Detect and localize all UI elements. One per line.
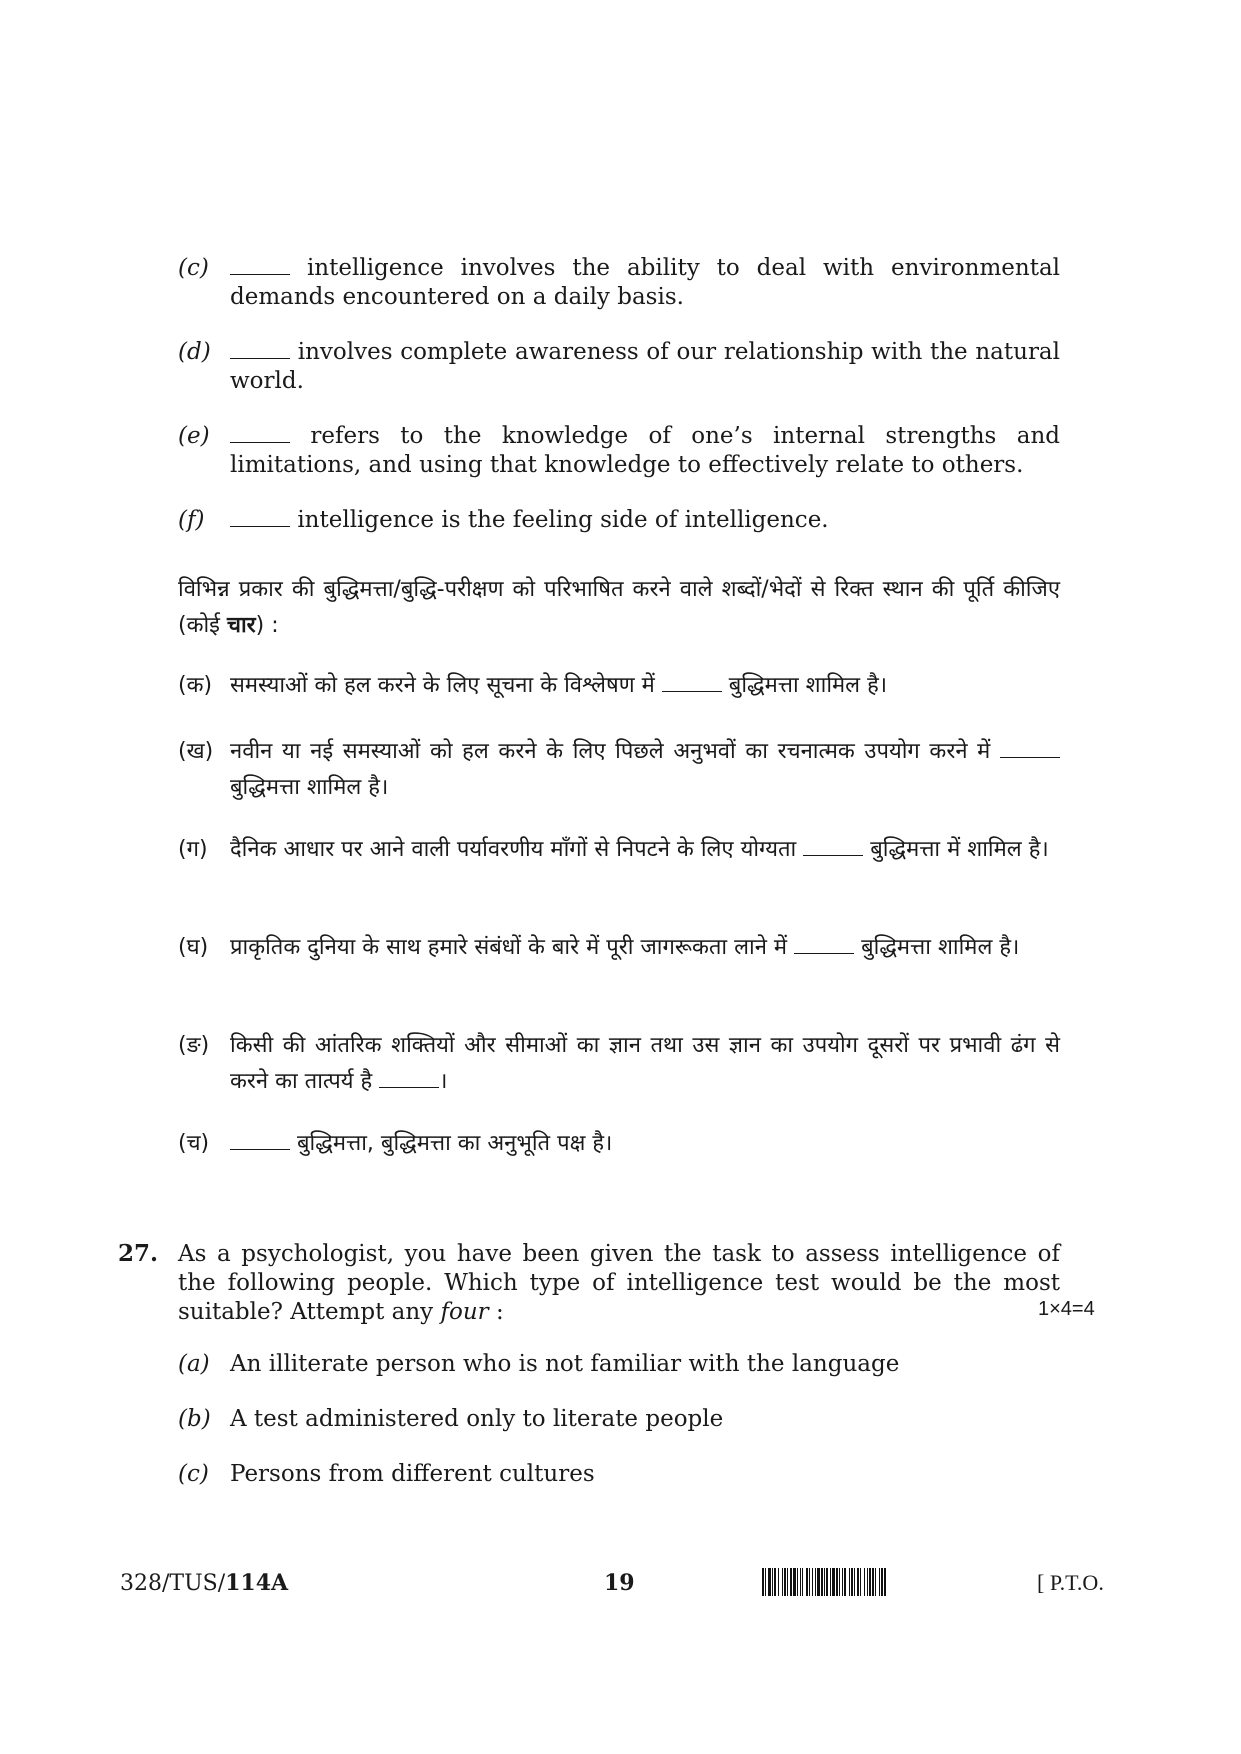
item-text-after: बुद्धिमत्ता, बुद्धिमत्ता का अनुभूति पक्ष है। [297, 1131, 613, 1156]
paper-code-prefix: 328/TUS/ [120, 1571, 226, 1596]
barcode-bar [784, 1568, 786, 1596]
barcode-bar [772, 1568, 773, 1596]
item-label: (c) [178, 255, 209, 281]
barcode-bar [821, 1568, 823, 1596]
item-text: involves complete awareness of our relationship with the natural world. [230, 339, 1061, 394]
barcode-bar [793, 1568, 796, 1596]
barcode-bar [806, 1568, 808, 1596]
barcode-bar [851, 1568, 853, 1596]
item-text: intelligence involves the ability to deal with environmental demands encountered on a daily basis. [230, 255, 1061, 310]
barcode-bar [790, 1568, 792, 1596]
hindi-intro-text: विभिन्न प्रकार की बुद्धिमत्ता/बुद्धि-परीक्षण को परिभाषित करने वाले शब्दों/भेदों से रिक्त स्थान की पूर्ति कीजिए (कोई [178, 577, 1060, 638]
barcode-bar [812, 1568, 813, 1596]
barcode-bar [884, 1568, 886, 1596]
barcode-bar [867, 1568, 868, 1596]
option-label: (a) [178, 1351, 210, 1377]
barcode-bar [809, 1568, 810, 1596]
item-label: (ङ) [178, 1033, 210, 1058]
barcode-bar [836, 1568, 838, 1596]
barcode-bar [864, 1568, 865, 1596]
barcode-bar [860, 1568, 861, 1596]
barcode-bar [872, 1568, 874, 1596]
item-text-after: । [439, 1069, 448, 1094]
item-text-after: बुद्धिमत्ता शामिल है। [861, 935, 1020, 960]
item-text: दैनिक आधार पर आने वाली पर्यावरणीय माँगों से निपटने के लिए योग्यता [230, 837, 797, 862]
answer-blank [230, 254, 290, 275]
hindi-instructions [178, 572, 1060, 644]
answer-blank [794, 933, 854, 954]
item-label: (f) [178, 507, 205, 533]
page-number: 19 [604, 1570, 635, 1596]
barcode-bar [857, 1568, 859, 1596]
option-label: (b) [178, 1406, 211, 1432]
barcode [762, 1568, 1024, 1596]
item-text: नवीन या नई समस्याओं को हल करने के लिए पिछले अनुभवों का रचनात्मक उपयोग करने में [230, 739, 991, 764]
barcode-bar [762, 1568, 764, 1596]
item-text: प्राकृतिक दुनिया के साथ हमारे संबंधों के बारे में पूरी जागरूकता लाने में [230, 935, 788, 960]
item-text-after: बुद्धिमत्ता शामिल है। [728, 673, 888, 698]
barcode-bar [854, 1568, 855, 1596]
answer-blank [803, 835, 863, 856]
answer-blank [379, 1067, 439, 1088]
barcode-bar [800, 1568, 801, 1596]
barcode-bar [774, 1568, 776, 1596]
barcode-bar [832, 1568, 835, 1596]
answer-blank [230, 506, 290, 527]
barcode-bar [787, 1568, 788, 1596]
barcode-bar [879, 1568, 880, 1596]
barcode-bar [802, 1568, 803, 1596]
barcode-bar [881, 1568, 883, 1596]
paper-code-bold: 114A [225, 1570, 289, 1596]
answer-blank [230, 1129, 290, 1150]
barcode-bar [844, 1568, 846, 1596]
barcode-bar [839, 1568, 840, 1596]
barcode-bar [782, 1568, 783, 1596]
barcode-bar [869, 1568, 871, 1596]
barcode-bar [815, 1568, 816, 1596]
item-label: (ख) [178, 739, 214, 764]
answer-blank [662, 671, 722, 692]
item-label: (d) [178, 339, 211, 365]
item-label: (ग) [178, 837, 208, 862]
barcode-bar [830, 1568, 831, 1596]
hindi-intro-tail: ) : [255, 613, 279, 638]
pto-label: [ P.T.O. [1037, 1570, 1104, 1595]
question-27-text [178, 1240, 1060, 1327]
question-emphasis: four [440, 1299, 489, 1325]
option-text: An illiterate person who is not familiar with the language [230, 1351, 900, 1377]
question-text: As a psychologist, you have been given the task to assess intelligence of the following people. Which type of intelligence test would be the most suitable? Attempt any [178, 1241, 1060, 1325]
item-text: समस्याओं को हल करने के लिए सूचना के विश्लेषण में [230, 673, 655, 698]
item-text-after: बुद्धिमत्ता में शामिल है। [870, 837, 1049, 862]
question-number: 27. [118, 1240, 159, 1267]
item-text-after: बुद्धिमत्ता शामिल है। [230, 775, 389, 800]
item-text: intelligence is the feeling side of intelligence. [297, 507, 829, 533]
marks-label: 1×4=4 [1038, 1298, 1095, 1320]
barcode-bar [778, 1568, 779, 1596]
barcode-bar [797, 1568, 798, 1596]
item-label: (e) [178, 423, 210, 449]
barcode-bar [842, 1568, 843, 1596]
barcode-bar [765, 1568, 766, 1596]
barcode-bar [768, 1568, 771, 1596]
barcode-bar [817, 1568, 820, 1596]
answer-blank [1000, 737, 1060, 758]
barcode-bar [849, 1568, 850, 1596]
hindi-intro-emphasis: चार [226, 613, 256, 638]
item-label: (क) [178, 673, 213, 698]
item-text: refers to the knowledge of one’s internal strengths and limitations, and using that knowledge to effectively relate to others. [230, 423, 1060, 478]
answer-blank [230, 422, 290, 443]
item-label: (घ) [178, 935, 209, 960]
barcode-bar [875, 1568, 876, 1596]
barcode-bar [824, 1568, 825, 1596]
option-text: A test administered only to literate people [230, 1406, 724, 1432]
item-label: (च) [178, 1131, 210, 1156]
paper-code [120, 1570, 288, 1596]
barcode-bar [826, 1568, 828, 1596]
answer-blank [230, 338, 290, 359]
option-label: (c) [178, 1461, 209, 1487]
option-text: Persons from different cultures [230, 1461, 595, 1487]
item-text: किसी की आंतरिक शक्तियों और सीमाओं का ज्ञान तथा उस ज्ञान का उपयोग दूसरों पर प्रभावी ढंग से करने का तात्पर्य है [230, 1033, 1060, 1094]
question-tail: : [495, 1299, 504, 1325]
